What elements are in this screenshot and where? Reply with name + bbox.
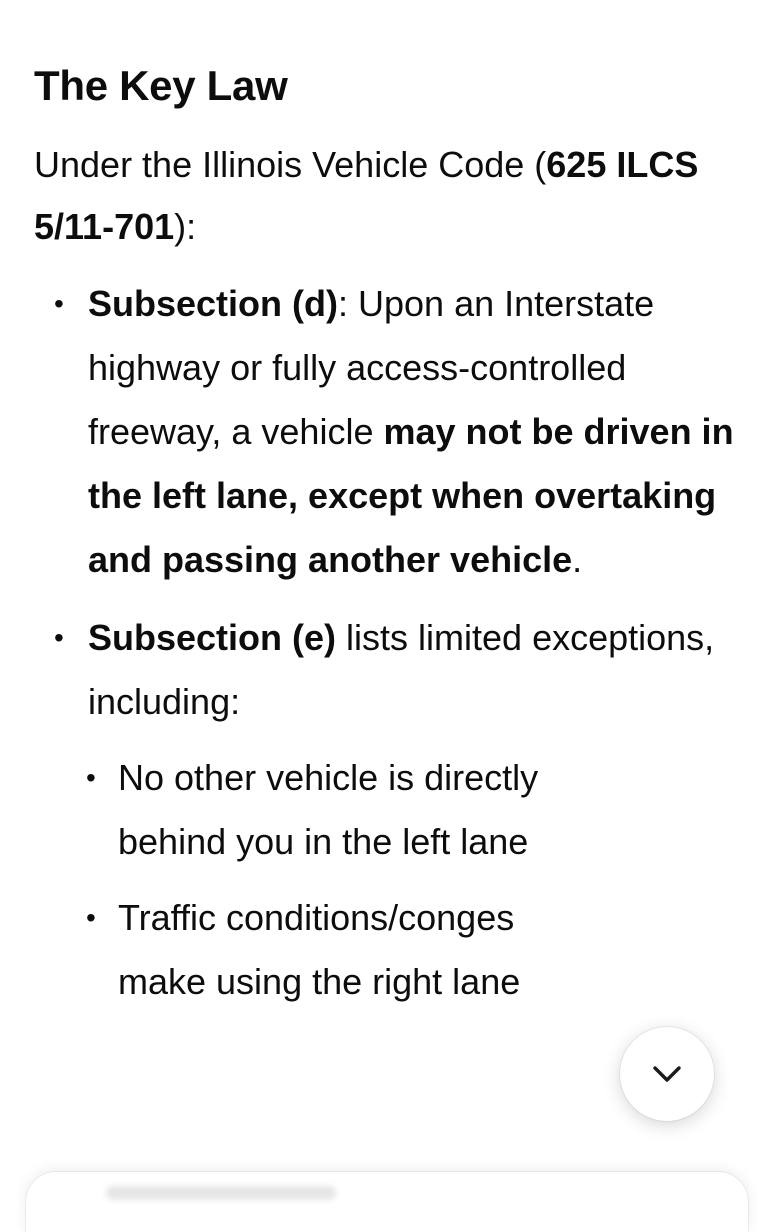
intro-text: Under the Illinois Vehicle Code (: [34, 144, 547, 185]
bullet: •: [86, 902, 96, 933]
statute-citation: 625 ILCS 5/11-701: [34, 144, 699, 247]
bullet: •: [54, 622, 64, 653]
subsection-e-label: Subsection (e): [88, 617, 337, 658]
message-composer[interactable]: [26, 1172, 748, 1232]
exception-line: make using the right lane: [118, 961, 521, 1002]
exception-item: [88, 886, 750, 1014]
intro-paragraph: [34, 134, 750, 258]
subsection-d-period: .: [572, 539, 583, 580]
exception-line: behind you in the left lane: [118, 821, 529, 862]
blurred-placeholder: [106, 1186, 336, 1200]
intro-suffix: ):: [174, 206, 197, 247]
scroll-to-bottom-button[interactable]: [620, 1027, 714, 1121]
subsection-d-text: : Upon an Interstate highway or fully access-controlled freeway, a vehicle: [88, 283, 655, 452]
subsection-e-text: lists limited exceptions, including:: [88, 617, 715, 722]
list-item-subsection-e: [34, 606, 750, 1014]
exception-line: Traffic conditions/conges: [118, 897, 515, 938]
chevron-down-icon: [650, 1063, 684, 1085]
list-item-subsection-d: [34, 272, 750, 592]
section-heading: The Key Law: [34, 62, 288, 109]
exceptions-list: [88, 746, 750, 1014]
subsection-list: [34, 272, 750, 1014]
answer-content: [34, 58, 750, 1028]
exception-line: No other vehicle is directly: [118, 757, 539, 798]
bullet: •: [54, 288, 64, 319]
exception-item: [88, 746, 750, 874]
bullet: •: [86, 762, 96, 793]
subsection-d-label: Subsection (d): [88, 283, 338, 324]
subsection-d-emphasis: may not be driven in the left lane, except when overtaking and passing another vehicle: [88, 411, 734, 580]
